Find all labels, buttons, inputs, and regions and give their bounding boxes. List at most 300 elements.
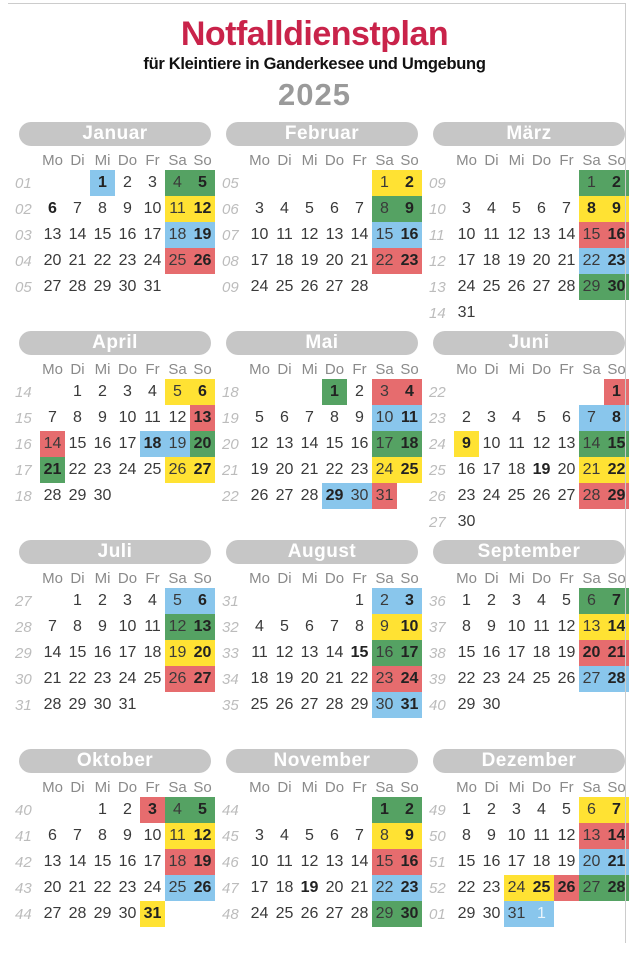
weekday-label: Sa: [168, 360, 187, 378]
day-cell: 22: [604, 457, 629, 483]
day-cell: 8: [98, 200, 107, 217]
day-cell: 29: [68, 696, 87, 713]
day-cell: 22: [372, 875, 397, 901]
day-cell: 23: [118, 252, 137, 269]
weekday-label: So: [193, 569, 212, 587]
weekday-label: Fr: [145, 360, 160, 378]
day-cell: 20: [579, 849, 604, 875]
day-cell: 28: [300, 487, 319, 504]
week-number: 17: [15, 461, 32, 479]
day-cell: 1: [322, 379, 347, 405]
day-cell: [504, 509, 529, 535]
day-cell: 7: [355, 200, 364, 217]
day-cell: 3: [255, 200, 264, 217]
day-cell: 29: [457, 905, 476, 922]
week-number: 12: [429, 252, 446, 270]
day-cell: 6: [579, 797, 604, 823]
day-cell: [529, 300, 554, 326]
weekday-corner: [221, 777, 247, 797]
weekday-label: Di: [277, 360, 292, 378]
weekday-label: Fr: [559, 360, 574, 378]
day-cell: [297, 170, 322, 196]
day-cell: 9: [454, 431, 479, 457]
day-cell: 31: [504, 901, 529, 927]
day-cell: 19: [557, 853, 576, 870]
week-number: 05: [15, 278, 32, 296]
page-title: Notfalldienstplan: [180, 15, 449, 53]
week-number: 21: [222, 461, 239, 479]
day-cell: 9: [98, 409, 107, 426]
weekday-label: Fr: [145, 569, 160, 587]
day-cell: [554, 509, 579, 535]
month-header-pill: Januar: [19, 122, 211, 146]
day-cell: [322, 588, 347, 614]
day-cell: 18: [482, 252, 501, 269]
day-cell: 21: [579, 457, 604, 483]
day-cell: 20: [190, 640, 215, 666]
day-cell: 25: [165, 248, 190, 274]
day-cell: 19: [190, 849, 215, 875]
weekday-label: Do: [117, 151, 138, 169]
day-cell: 16: [118, 853, 137, 870]
day-cell: 29: [93, 905, 112, 922]
month-märz: [428, 122, 629, 328]
day-cell: [247, 797, 272, 823]
weekday-label: Mi: [94, 778, 111, 796]
day-cell: 15: [93, 226, 112, 243]
week-number: 09: [429, 174, 446, 192]
day-cell: 3: [123, 592, 132, 609]
day-cell: 28: [557, 278, 576, 295]
day-cell: 21: [325, 670, 344, 687]
day-cell: 30: [118, 905, 137, 922]
weekday-corner: [221, 150, 247, 170]
week-number: 49: [429, 801, 446, 819]
weekday-label: Di: [277, 151, 292, 169]
month-grid: [14, 359, 215, 509]
day-cell: 14: [604, 614, 629, 640]
day-cell: 7: [73, 200, 82, 217]
day-cell: 6: [330, 827, 339, 844]
day-cell: [554, 692, 579, 718]
day-cell: 29: [322, 483, 347, 509]
day-cell: 19: [165, 431, 190, 457]
day-cell: 1: [355, 592, 364, 609]
day-cell: 25: [165, 875, 190, 901]
day-cell: 28: [68, 278, 87, 295]
month-header-pill: Juni: [433, 331, 625, 355]
day-cell: 23: [482, 670, 501, 687]
weekday-label: Mi: [301, 360, 318, 378]
weekday-label: Mo: [456, 360, 477, 378]
day-cell: [604, 692, 629, 718]
weekday-label: Mi: [301, 151, 318, 169]
day-cell: 20: [275, 461, 294, 478]
day-cell: 17: [482, 461, 501, 478]
day-cell: [529, 379, 554, 405]
month-grid: [428, 150, 629, 326]
day-cell: 19: [165, 640, 190, 666]
day-cell: 24: [504, 875, 529, 901]
day-cell: 9: [98, 618, 107, 635]
day-cell: [165, 483, 190, 509]
weekday-label: So: [400, 778, 419, 796]
day-cell: 12: [557, 618, 576, 635]
day-cell: 9: [397, 196, 422, 222]
day-cell: 30: [482, 696, 501, 713]
day-cell: 10: [250, 226, 269, 243]
day-cell: [554, 901, 579, 927]
weekday-label: Do: [324, 151, 345, 169]
weekday-label: Mo: [456, 569, 477, 587]
day-cell: 1: [462, 801, 471, 818]
week-number: 14: [15, 383, 32, 401]
day-cell: 21: [604, 640, 629, 666]
week-number: 44: [15, 905, 32, 923]
day-cell: 25: [529, 875, 554, 901]
day-cell: [554, 379, 579, 405]
day-cell: 9: [372, 614, 397, 640]
day-cell: [579, 901, 604, 927]
weekday-label: Sa: [375, 151, 394, 169]
day-cell: 4: [255, 618, 264, 635]
month-dezember: [428, 749, 629, 955]
week-number: 37: [429, 618, 446, 636]
month-grid: [14, 777, 215, 927]
day-cell: [40, 379, 65, 405]
weekday-label: Di: [484, 778, 499, 796]
day-cell: 2: [355, 383, 364, 400]
day-cell: 4: [397, 379, 422, 405]
day-cell: 14: [325, 644, 344, 661]
day-cell: 11: [251, 644, 268, 661]
year-label: 2025: [278, 77, 351, 112]
day-cell: 8: [73, 618, 82, 635]
week-number: 14: [429, 304, 446, 322]
weekday-label: Di: [70, 778, 85, 796]
weekday-label: Di: [484, 151, 499, 169]
day-cell: 10: [118, 409, 137, 426]
day-cell: 18: [275, 252, 294, 269]
day-cell: [247, 170, 272, 196]
day-cell: [579, 300, 604, 326]
day-cell: 2: [123, 174, 132, 191]
day-cell: 30: [372, 692, 397, 718]
day-cell: [322, 797, 347, 823]
day-cell: 12: [165, 614, 190, 640]
day-cell: 17: [118, 435, 137, 452]
day-cell: 29: [372, 901, 397, 927]
day-cell: 22: [325, 461, 344, 478]
day-cell: 28: [43, 487, 62, 504]
weekday-label: Do: [117, 569, 138, 587]
day-cell: 16: [397, 849, 422, 875]
day-cell: 12: [190, 196, 215, 222]
week-number: 40: [15, 801, 32, 819]
weekday-label: Fr: [352, 151, 367, 169]
day-cell: 3: [512, 592, 521, 609]
day-cell: 27: [579, 666, 604, 692]
day-cell: 6: [305, 618, 314, 635]
day-cell: 24: [118, 670, 137, 687]
day-cell: [479, 300, 504, 326]
day-cell: 12: [300, 853, 319, 870]
day-cell: 21: [350, 879, 369, 896]
day-cell: 2: [397, 797, 422, 823]
day-cell: 1: [529, 901, 554, 927]
day-cell: [504, 300, 529, 326]
day-cell: 26: [557, 670, 576, 687]
day-cell: 20: [190, 431, 215, 457]
day-cell: 4: [165, 170, 190, 196]
day-cell: 14: [43, 644, 62, 661]
day-cell: 23: [93, 461, 112, 478]
day-cell: [504, 379, 529, 405]
day-cell: 24: [118, 461, 137, 478]
weekday-label: Fr: [352, 360, 367, 378]
day-cell: 14: [557, 226, 576, 243]
month-grid: [221, 359, 422, 509]
month-header-pill: Dezember: [433, 749, 625, 773]
week-number: 32: [222, 618, 239, 636]
weekday-label: Sa: [168, 569, 187, 587]
day-cell: 12: [532, 435, 551, 452]
day-cell: [297, 797, 322, 823]
day-cell: 30: [347, 483, 372, 509]
day-cell: 22: [457, 670, 476, 687]
week-number: 31: [222, 592, 239, 610]
day-cell: 7: [604, 797, 629, 823]
day-cell: 9: [487, 618, 496, 635]
week-number: 02: [15, 200, 32, 218]
day-cell: [190, 483, 215, 509]
day-cell: 19: [300, 252, 319, 269]
day-cell: 1: [372, 797, 397, 823]
day-cell: 12: [275, 644, 294, 661]
weekday-corner: [14, 359, 40, 379]
day-cell: 23: [604, 248, 629, 274]
month-grid: [221, 150, 422, 300]
day-cell: 11: [276, 226, 293, 243]
weekday-label: Di: [70, 360, 85, 378]
month-september: [428, 540, 629, 746]
week-number: 48: [222, 905, 239, 923]
weekday-label: Mi: [508, 360, 525, 378]
day-cell: 12: [300, 226, 319, 243]
day-cell: 28: [604, 875, 629, 901]
week-number: 20: [222, 435, 239, 453]
day-cell: 30: [397, 901, 422, 927]
day-cell: 18: [275, 879, 294, 896]
day-cell: [115, 483, 140, 509]
day-cell: 5: [165, 379, 190, 405]
day-cell: [604, 901, 629, 927]
weekday-label: Do: [531, 151, 552, 169]
day-cell: 5: [562, 592, 571, 609]
day-cell: 23: [397, 875, 422, 901]
day-cell: 26: [300, 278, 319, 295]
week-number: 52: [429, 879, 446, 897]
day-cell: 8: [355, 618, 364, 635]
day-cell: 11: [508, 435, 525, 452]
month-header-pill: August: [226, 540, 418, 564]
weekday-label: Mo: [456, 151, 477, 169]
day-cell: 26: [190, 248, 215, 274]
day-cell: 10: [457, 226, 476, 243]
weekday-label: Mo: [42, 360, 63, 378]
day-cell: 31: [457, 304, 476, 321]
day-cell: 17: [507, 853, 526, 870]
day-cell: 19: [507, 252, 526, 269]
day-cell: 2: [372, 588, 397, 614]
day-cell: 14: [40, 431, 65, 457]
day-cell: 15: [457, 644, 476, 661]
day-cell: 17: [372, 431, 397, 457]
weekday-corner: [14, 568, 40, 588]
day-cell: 7: [48, 618, 57, 635]
day-cell: 24: [507, 670, 526, 687]
months-grid: [0, 113, 629, 955]
day-cell: 5: [305, 200, 314, 217]
month-grid: [428, 359, 629, 535]
day-cell: 28: [350, 905, 369, 922]
day-cell: 8: [462, 618, 471, 635]
day-cell: [347, 797, 372, 823]
day-cell: 25: [482, 278, 501, 295]
day-cell: 20: [532, 252, 551, 269]
day-cell: 20: [579, 640, 604, 666]
weekday-corner: [428, 568, 454, 588]
month-juni: [428, 331, 629, 537]
day-cell: 3: [397, 588, 422, 614]
day-cell: 21: [557, 252, 576, 269]
day-cell: [190, 692, 215, 718]
day-cell: 2: [462, 409, 471, 426]
weekday-label: Do: [324, 778, 345, 796]
day-cell: 26: [250, 487, 269, 504]
weekday-label: Do: [117, 360, 138, 378]
day-cell: 4: [280, 200, 289, 217]
day-cell: 20: [557, 461, 576, 478]
day-cell: 28: [350, 278, 369, 295]
day-cell: 15: [579, 222, 604, 248]
day-cell: [454, 170, 479, 196]
month-header-pill: März: [433, 122, 625, 146]
month-april: [14, 331, 215, 537]
day-cell: 17: [143, 853, 162, 870]
week-number: 30: [15, 670, 32, 688]
weekday-label: Mo: [42, 151, 63, 169]
day-cell: 8: [372, 196, 397, 222]
day-cell: 16: [93, 644, 112, 661]
day-cell: [529, 170, 554, 196]
day-cell: 4: [537, 592, 546, 609]
weekday-label: Sa: [375, 360, 394, 378]
day-cell: 5: [190, 170, 215, 196]
weekday-label: Di: [277, 778, 292, 796]
day-cell: 25: [143, 670, 162, 687]
day-cell: 31: [372, 483, 397, 509]
day-cell: [40, 797, 65, 823]
day-cell: 6: [579, 588, 604, 614]
day-cell: 1: [579, 170, 604, 196]
weekday-label: Di: [70, 569, 85, 587]
day-cell: [479, 170, 504, 196]
day-cell: [554, 170, 579, 196]
weekday-label: Fr: [559, 151, 574, 169]
day-cell: 23: [372, 666, 397, 692]
day-cell: 29: [93, 278, 112, 295]
day-cell: [604, 509, 629, 535]
day-cell: 27: [557, 487, 576, 504]
week-number: 04: [15, 252, 32, 270]
day-cell: [272, 797, 297, 823]
day-cell: 1: [90, 170, 115, 196]
day-cell: 1: [604, 379, 629, 405]
day-cell: 18: [250, 670, 269, 687]
day-cell: 6: [48, 827, 57, 844]
month-header-pill: November: [226, 749, 418, 773]
day-cell: 6: [562, 409, 571, 426]
day-cell: 7: [562, 200, 571, 217]
day-cell: 7: [604, 588, 629, 614]
day-cell: 27: [300, 696, 319, 713]
day-cell: 28: [68, 905, 87, 922]
day-cell: 13: [557, 435, 576, 452]
day-cell: 21: [40, 457, 65, 483]
day-cell: 25: [250, 696, 269, 713]
day-cell: [479, 509, 504, 535]
weekday-label: Do: [117, 778, 138, 796]
weekday-label: Mi: [508, 151, 525, 169]
day-cell: 12: [190, 823, 215, 849]
day-cell: 20: [43, 252, 62, 269]
day-cell: [65, 797, 90, 823]
day-cell: [579, 379, 604, 405]
day-cell: 24: [250, 905, 269, 922]
day-cell: 11: [144, 409, 161, 426]
week-number: 31: [15, 696, 32, 714]
day-cell: 30: [93, 696, 112, 713]
day-cell: 14: [604, 823, 629, 849]
day-cell: 9: [604, 196, 629, 222]
day-cell: 11: [483, 226, 500, 243]
weekday-label: So: [607, 151, 626, 169]
day-cell: [529, 509, 554, 535]
day-cell: 7: [305, 409, 314, 426]
day-cell: 26: [165, 457, 190, 483]
day-cell: 13: [43, 853, 62, 870]
weekday-label: Fr: [352, 778, 367, 796]
day-cell: 5: [190, 797, 215, 823]
weekday-label: Sa: [582, 778, 601, 796]
day-cell: 12: [557, 827, 576, 844]
weekday-label: Sa: [168, 778, 187, 796]
day-cell: 11: [144, 618, 161, 635]
day-cell: 20: [300, 670, 319, 687]
day-cell: 16: [482, 644, 501, 661]
day-cell: 28: [579, 483, 604, 509]
week-number: 34: [222, 670, 239, 688]
weekday-label: Fr: [559, 569, 574, 587]
week-number: 27: [15, 592, 32, 610]
day-cell: 29: [579, 274, 604, 300]
day-cell: 11: [165, 196, 190, 222]
day-cell: 5: [280, 618, 289, 635]
day-cell: 1: [462, 592, 471, 609]
weekday-label: Do: [531, 778, 552, 796]
day-cell: 14: [350, 226, 369, 243]
